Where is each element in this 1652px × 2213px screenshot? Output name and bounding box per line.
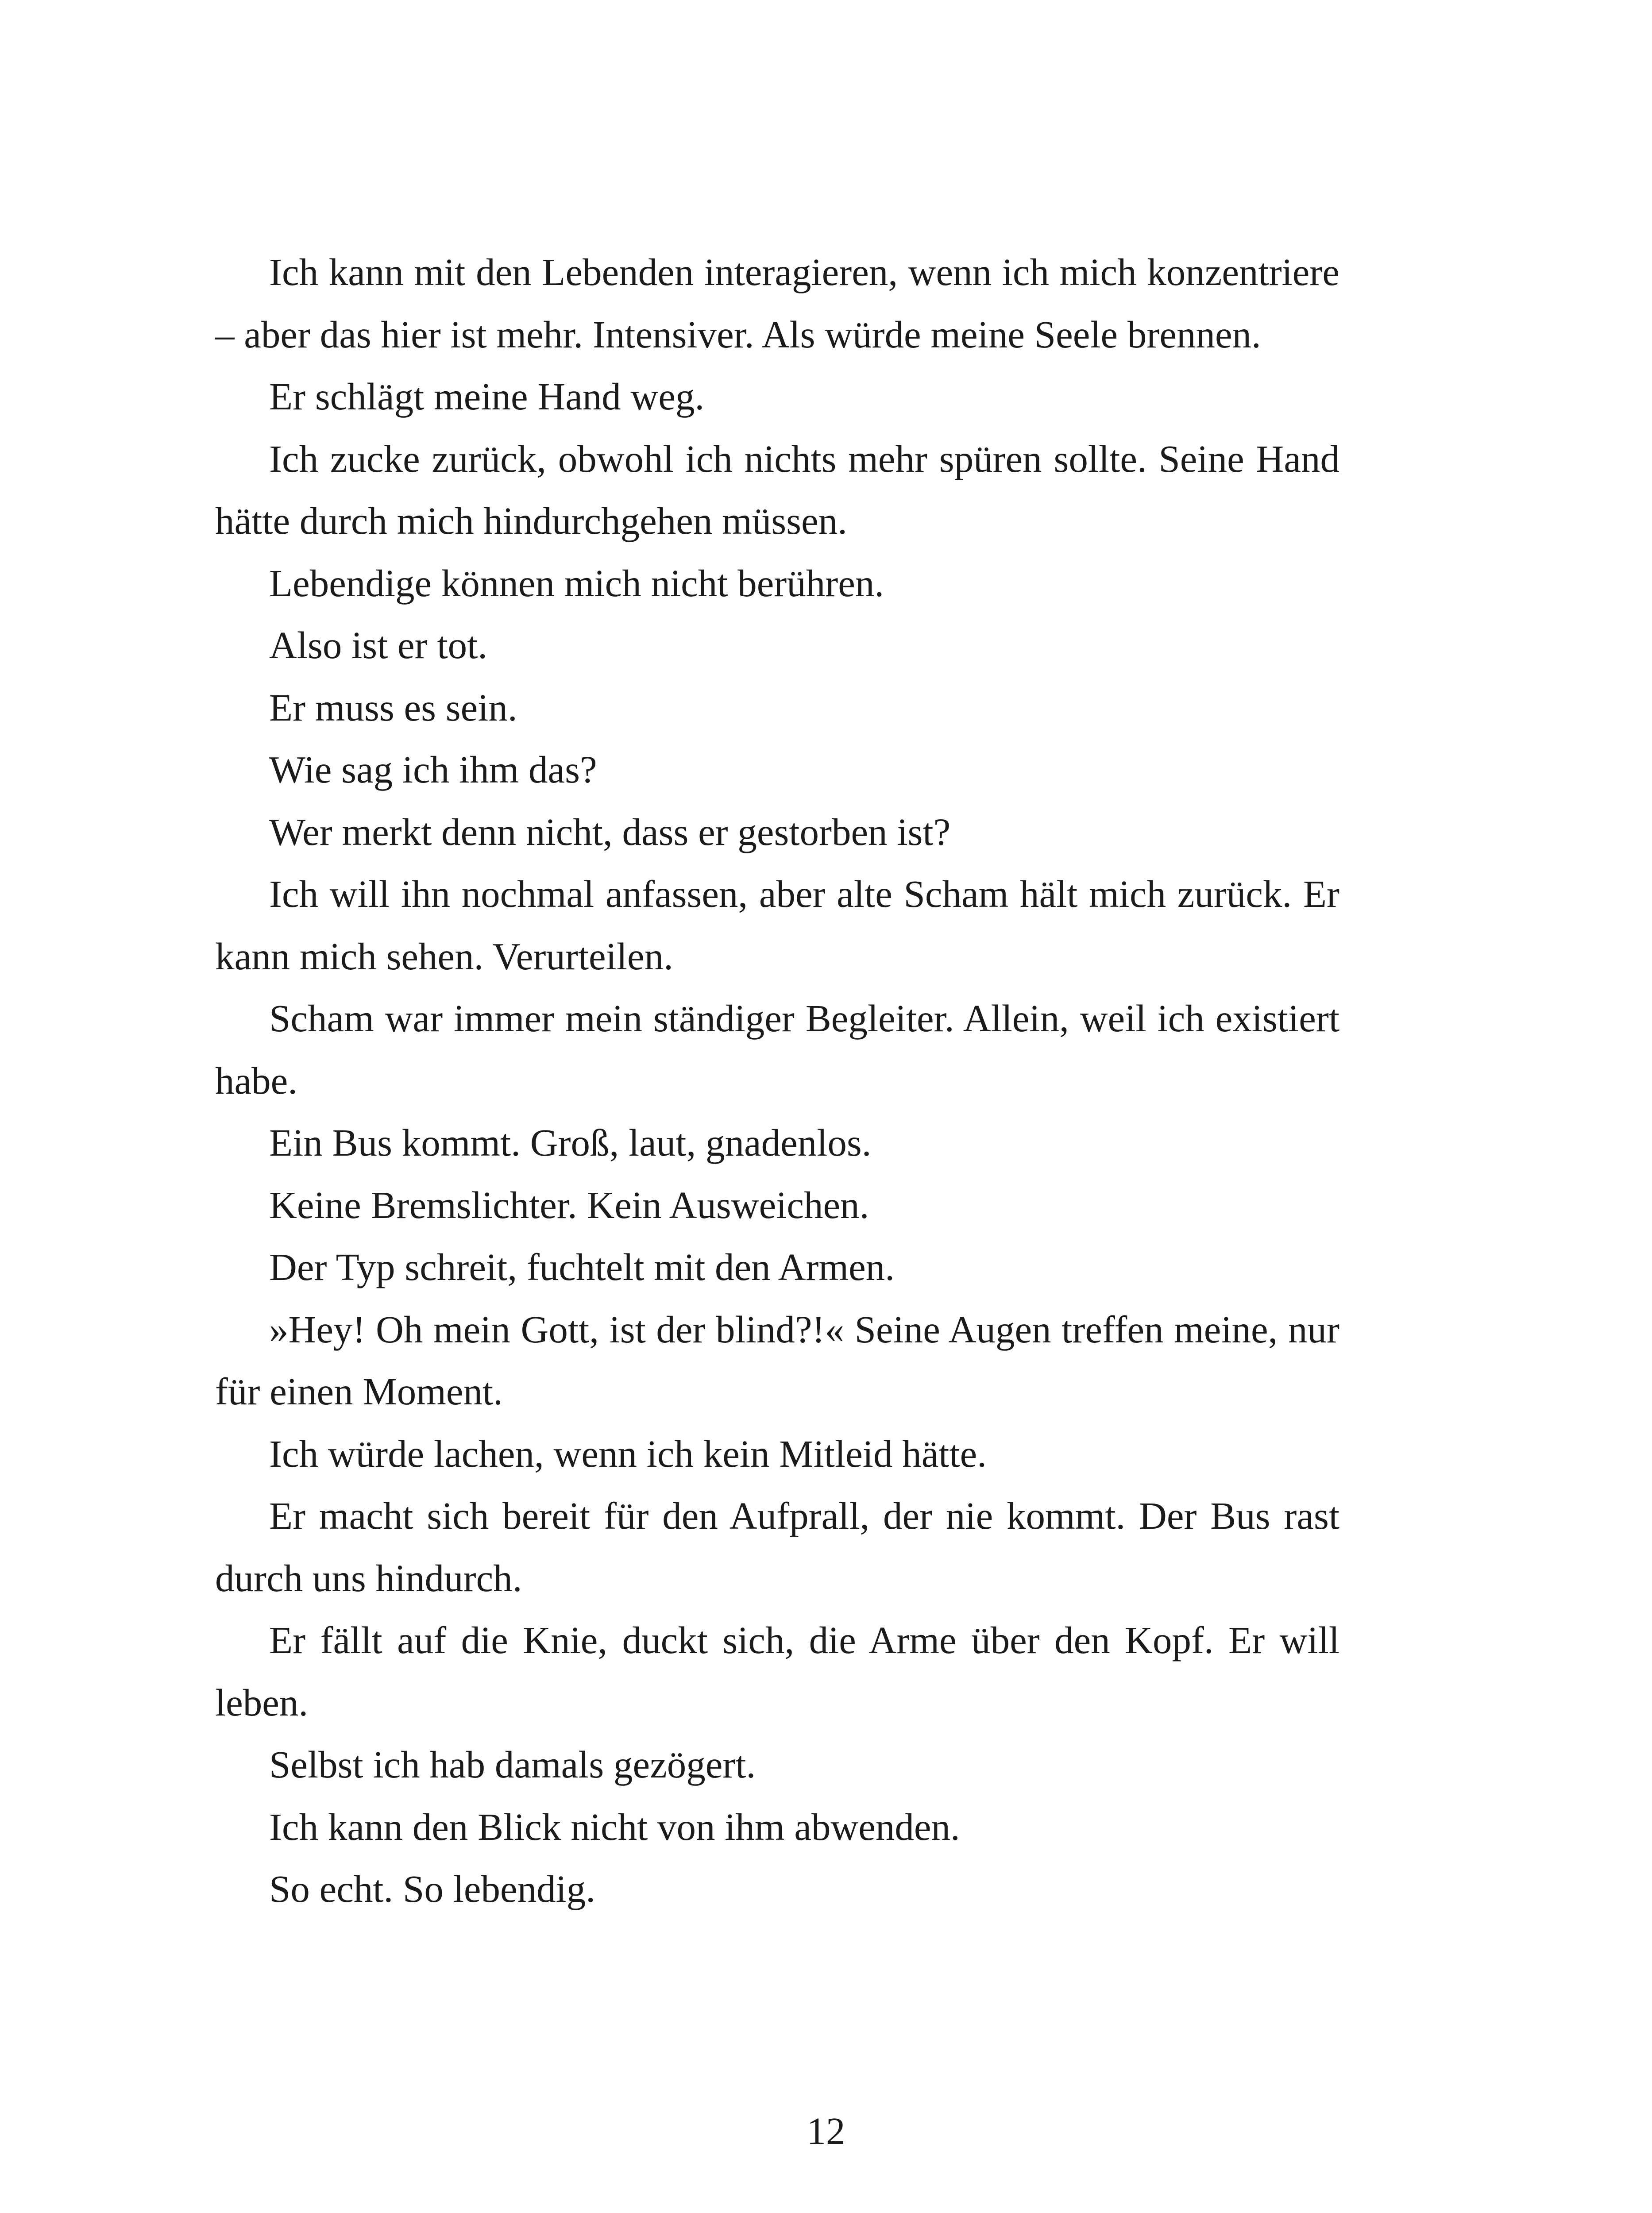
paragraph: Wie sag ich ihm das? (269, 748, 597, 791)
paragraph: Scham war immer mein ständiger Begleiter. Allein, weil ich existiert habe. (215, 997, 1339, 1102)
paragraph: So echt. So lebendig. (269, 1867, 595, 1910)
paragraph: Lebendige können mich nicht berühren. (269, 561, 884, 605)
paragraph: »Hey! Oh mein Gott, ist der blind?!« Seine Augen treffen meine, nur für einen Moment. (215, 1307, 1339, 1413)
paragraph: Also ist er tot. (269, 624, 487, 667)
paragraph: Er schlägt meine Hand weg. (269, 375, 705, 418)
paragraph: Keine Bremslichter. Kein Ausweichen. (269, 1183, 869, 1226)
paragraph: Ich kann den Blick nicht von ihm abwenden. (269, 1805, 960, 1848)
body-text (215, 241, 1339, 1920)
paragraph: Der Typ schreit, fuchtelt mit den Armen. (269, 1245, 895, 1288)
paragraph: Ich zucke zurück, obwohl ich nichts mehr spüren sollte. Seine Hand hätte durch mich hindurchgehen müssen. (215, 437, 1339, 542)
paragraph: Ein Bus kommt. Groß, laut, gnadenlos. (269, 1121, 872, 1164)
paragraph: Ich will ihn nochmal anfassen, aber alte Scham hält mich zurück. Er kann mich sehen. Verurteilen. (215, 872, 1339, 978)
paragraph: Er fällt auf die Knie, duckt sich, die Arme über den Kopf. Er will leben. (215, 1619, 1339, 1724)
paragraph: Er muss es sein. (269, 686, 517, 729)
paragraph: Ich würde lachen, wenn ich kein Mitleid hätte. (269, 1432, 987, 1475)
paragraph: Er macht sich bereit für den Aufprall, der nie kommt. Der Bus rast durch uns hindurch. (215, 1494, 1339, 1600)
paragraph: Ich kann mit den Lebenden interagieren, wenn ich mich konzentriere – aber das hier ist mehr. Intensiver. Als würde meine Seele brennen. (215, 251, 1339, 356)
paragraph: Wer merkt denn nicht, dass er gestorben ist? (269, 810, 951, 853)
page-number: 12 (807, 2109, 845, 2152)
paragraph: Selbst ich hab damals gezögert. (269, 1743, 756, 1786)
